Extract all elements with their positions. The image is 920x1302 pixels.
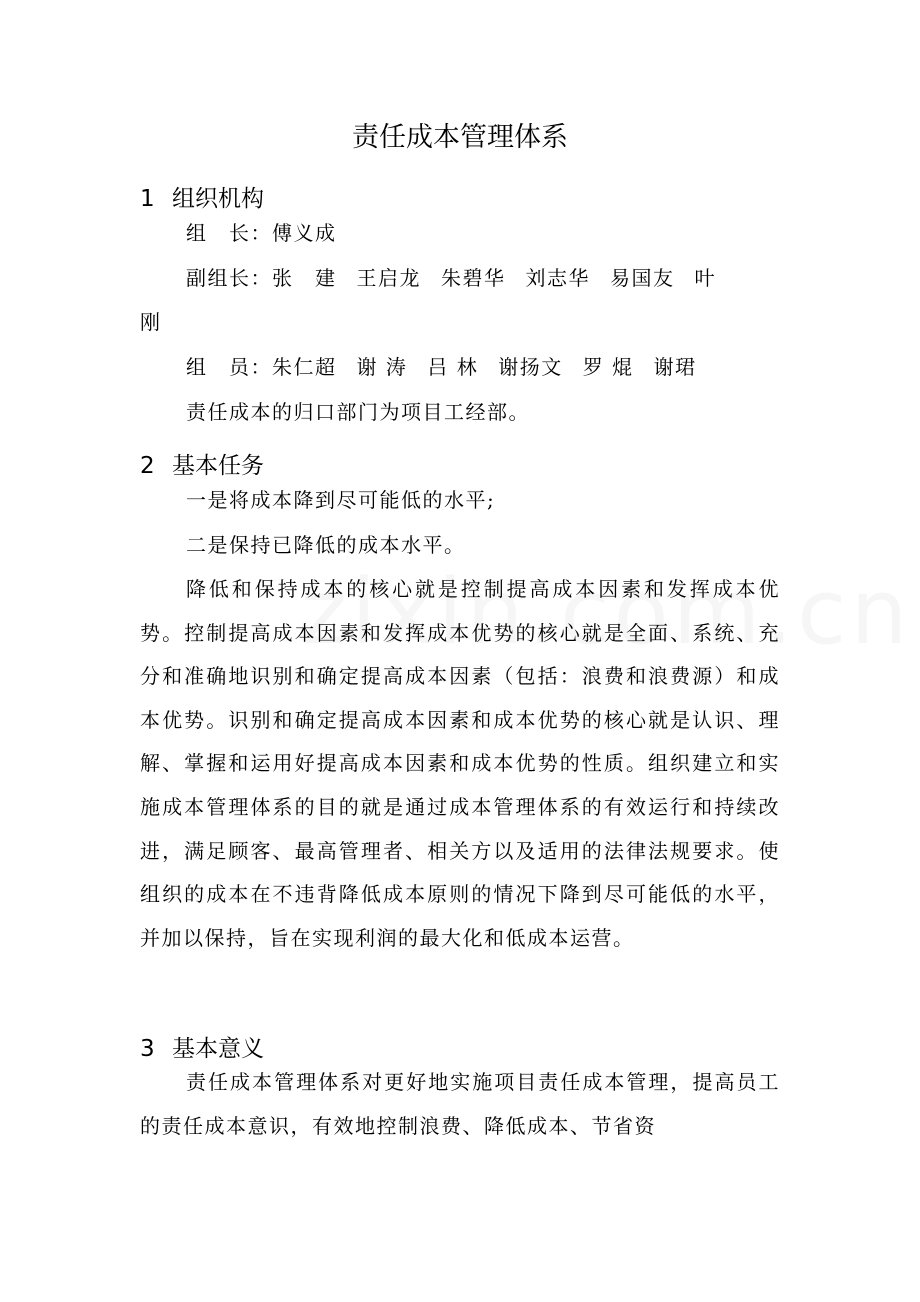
section-number: 2: [140, 453, 155, 479]
document-title: 责任成本管理体系: [352, 122, 568, 153]
member-label: 组 员：: [186, 355, 272, 379]
leader-line: [186, 218, 337, 248]
leader-label: 组 长：: [186, 221, 272, 245]
section-1-heading: [140, 183, 264, 215]
section-2-heading: [140, 450, 264, 482]
deputy-name: 王启龙: [356, 266, 421, 290]
member-name: 谢珺: [653, 355, 697, 379]
deputy-line: [186, 263, 716, 293]
section-3-paragraph: 责任成本管理体系对更好地实施项目责任成本管理，提高员工的责任成本意识，有效地控制浪费、降低成本、节省资: [140, 1070, 780, 1138]
deputy-name: 刘志华: [525, 266, 590, 290]
member-name: 谢扬文: [498, 355, 563, 379]
member-line: [186, 352, 697, 382]
member-name: 罗 焜: [582, 355, 634, 379]
member-name: 吕 林: [427, 355, 479, 379]
member-name: 朱仁超: [272, 355, 337, 379]
member-name: 谢 涛: [356, 355, 408, 379]
section-title: 基本意义: [172, 1036, 264, 1062]
section-title: 组织机构: [172, 186, 264, 212]
section-number: 1: [140, 186, 155, 212]
section-2-paragraph: 降低和保持成本的核心就是控制提高成本因素和发挥成本优势。控制提高成本因素和发挥成本优势的核心就是全面、系统、充分和准确地识别和确定提高成本因素（包括：浪费和浪费源）和成本优势。识别和确定提高成本因素和成本优势的核心就是认识、理解、掌握和运用好提高成本因素和成本优势的性质。组织建立和实施成本管理体系的目的就是通过成本管理体系的有效运行和持续改进，满足顾客、最高管理者、相关方以及适用的法律法规要求。使组织的成本在不违背降低成本原则的情况下降到尽可能低的水平，并加以保持，旨在实现利润的最大化和低成本运营。: [140, 577, 780, 950]
deputy-label: 副组长：: [186, 266, 272, 290]
deputy-name: 叶: [694, 266, 716, 290]
task-line-2: 二是保持已降低的成本水平。: [186, 533, 466, 557]
deputy-name: 张 建: [272, 266, 337, 290]
leader-name: 傅义成: [272, 221, 337, 245]
section-title: 基本任务: [172, 453, 264, 479]
deputy-name: 易国友: [610, 266, 675, 290]
deputy-name: 朱碧华: [441, 266, 506, 290]
department-line: 责任成本的归口部门为项目工经部。: [186, 400, 530, 424]
task-line-1: 一是将成本降到尽可能低的水平;: [186, 488, 496, 512]
deputy-wrap-line: 刚: [140, 310, 162, 334]
section-number: 3: [140, 1036, 155, 1062]
